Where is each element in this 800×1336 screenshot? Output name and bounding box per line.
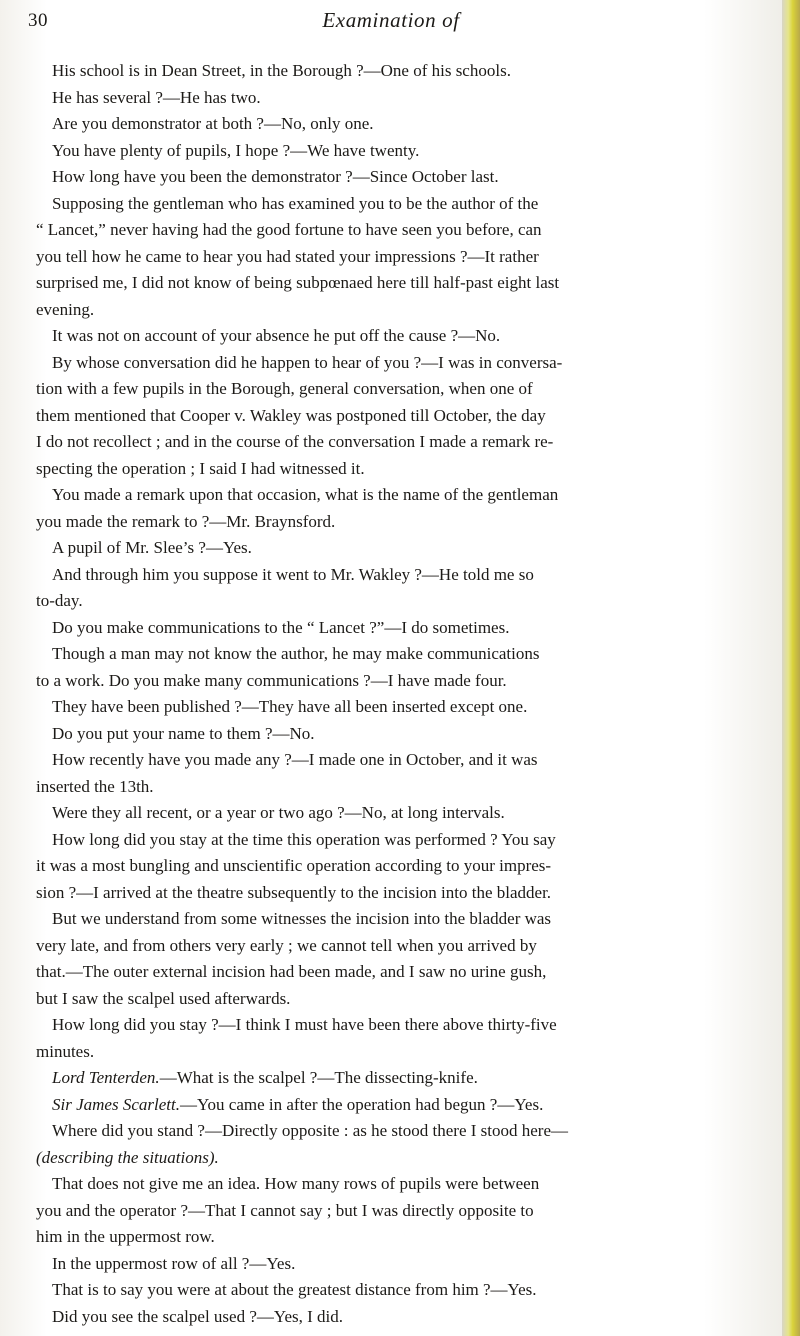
text-line	[52, 802, 505, 824]
text-line	[52, 352, 562, 374]
line-text: —What is the scalpel ?—The dissecting-knife.	[159, 1068, 478, 1087]
text-line	[36, 776, 154, 798]
text-line	[52, 537, 252, 559]
line-text: them mentioned that Cooper v. Wakley was postponed till October, the day	[36, 405, 546, 425]
line-text: surprised me, I did not know of being subpœnaed here till half-past eight last	[36, 273, 560, 292]
text-line	[36, 1041, 94, 1063]
text-line	[36, 961, 546, 983]
line-text: that.—The outer external incision had been made, and I saw no urine gush,	[36, 962, 547, 981]
line-text: I do not recollect ; and in the course of the conversation I made a remark re-	[36, 432, 554, 451]
line-text: sion ?—I arrived at the theatre subsequently to the incision into the bladder.	[36, 882, 552, 902]
line-text: By whose conversation did he happen to hear of you ?—I was in conversa-	[52, 352, 563, 372]
text-line	[52, 564, 534, 586]
text-line	[36, 935, 537, 957]
line-text: Do you make communications to the “ Lancet ?”—I do sometimes.	[52, 617, 510, 637]
line-text: minutes.	[36, 1041, 95, 1061]
text-line	[52, 325, 500, 347]
text-line	[36, 299, 94, 321]
line-text: You have plenty of pupils, I hope ?—We have twenty.	[52, 140, 420, 160]
speaker-name: (describing the situations).	[36, 1147, 219, 1167]
line-text: It was not on account of your absence he put off the cause ?—No.	[52, 326, 501, 345]
text-line	[36, 1200, 534, 1222]
line-text: A pupil of Mr. Slee’s ?—Yes.	[52, 538, 252, 557]
text-line	[36, 272, 559, 294]
line-text: But we understand from some witnesses the incision into the bladder was	[52, 909, 552, 928]
line-text: “ Lancet,” never having had the good fortune to have seen you before, can	[36, 220, 542, 239]
text-line	[52, 1067, 478, 1089]
line-text: He has several ?—He has two.	[52, 87, 261, 107]
line-text: you made the remark to ?—Mr. Braynsford.	[36, 511, 336, 531]
page-edge	[782, 0, 800, 1336]
text-line	[36, 988, 290, 1010]
page-header	[0, 0, 782, 40]
text-line	[52, 617, 509, 639]
page-number: 30	[28, 10, 48, 31]
text-line	[52, 1120, 568, 1142]
line-text: Supposing the gentleman who has examined you to be the author of the	[52, 193, 539, 213]
line-text: That is to say you were at about the greatest distance from him ?—Yes.	[52, 1280, 537, 1299]
text-line	[36, 246, 539, 268]
text-line	[36, 219, 542, 241]
line-text: How long did you stay at the time this operation was performed ? You say	[52, 829, 556, 849]
line-text: Though a man may not know the author, he may make communications	[52, 644, 540, 663]
text-line	[52, 113, 374, 135]
line-text: him in the uppermost row.	[36, 1227, 215, 1246]
line-text: How recently have you made any ?—I made one in October, and it was	[52, 750, 538, 769]
text-line	[52, 87, 261, 109]
text-line	[52, 60, 511, 82]
running-title: Examination of	[322, 8, 460, 32]
speaker-name: Lord Tenterden.	[52, 1068, 160, 1087]
line-text: Do you put your name to them ?—No.	[52, 723, 315, 743]
line-text: specting the operation ; I said I had witnessed it.	[36, 458, 365, 478]
text-line	[36, 431, 553, 453]
text-line	[36, 511, 335, 533]
line-text: That does not give me an idea. How many rows of pupils were between	[52, 1174, 540, 1193]
line-text: inserted the 13th.	[36, 776, 154, 796]
text-line	[52, 1279, 537, 1301]
line-text: —You came in after the operation had begun ?—Yes.	[179, 1094, 544, 1114]
line-text: very late, and from others very early ; we cannot tell when you arrived by	[36, 935, 537, 955]
text-line	[52, 1014, 557, 1036]
text-line	[36, 378, 533, 400]
line-text: How long have you been the demonstrator ?—Since October last.	[52, 167, 499, 186]
text-line	[36, 1226, 215, 1248]
line-text: Are you demonstrator at both ?—No, only one.	[52, 114, 374, 133]
text-line	[36, 670, 507, 692]
text-line	[52, 166, 499, 188]
line-text: you tell how he came to hear you had stated your impressions ?—It rather	[36, 246, 539, 266]
text-line	[52, 908, 551, 930]
speaker-name: Sir James Scarlett.	[52, 1094, 180, 1114]
line-text: You made a remark upon that occasion, what is the name of the gentleman	[52, 485, 559, 504]
line-text: Were they all recent, or a year or two ago ?—No, at long intervals.	[52, 803, 505, 822]
line-text: to-day.	[36, 591, 83, 610]
text-line	[52, 1306, 343, 1328]
text-line	[52, 484, 558, 506]
line-text: to a work. Do you make many communications ?—I have made four.	[36, 670, 507, 690]
line-text: but I saw the scalpel used afterwards.	[36, 988, 291, 1008]
line-text: In the uppermost row of all ?—Yes.	[52, 1253, 296, 1273]
text-line	[36, 855, 551, 877]
line-text: you and the operator ?—That I cannot say ; but I was directly opposite to	[36, 1200, 534, 1220]
text-line	[36, 590, 83, 612]
text-line	[36, 458, 365, 480]
text-line	[52, 1094, 543, 1116]
text-line	[36, 405, 546, 427]
line-text: tion with a few pupils in the Borough, general conversation, when one of	[36, 379, 533, 398]
text-line	[52, 1173, 539, 1195]
line-text: They have been published ?—They have all been inserted except one.	[52, 697, 528, 716]
text-line	[52, 723, 315, 745]
line-text: How long did you stay ?—I think I must have been there above thirty-five	[52, 1015, 557, 1034]
text-line	[52, 749, 538, 771]
line-text: His school is in Dean Street, in the Borough ?—One of his schools.	[52, 61, 511, 80]
line-text: it was a most bungling and unscientific operation according to your impres-	[36, 856, 552, 875]
text-line	[52, 643, 539, 665]
text-line	[52, 1253, 295, 1275]
line-text: evening.	[36, 299, 95, 319]
text-line	[52, 193, 538, 215]
line-text: Where did you stand ?—Directly opposite : as he stood there I stood here—	[52, 1121, 569, 1140]
text-line	[52, 140, 419, 162]
text-line	[36, 882, 551, 904]
text-line	[52, 696, 527, 718]
line-text: And through him you suppose it went to Mr. Wakley ?—He told me so	[52, 564, 534, 584]
line-text: Did you see the scalpel used ?—Yes, I did.	[52, 1306, 344, 1326]
text-line	[36, 1147, 219, 1169]
text-line	[52, 829, 556, 851]
